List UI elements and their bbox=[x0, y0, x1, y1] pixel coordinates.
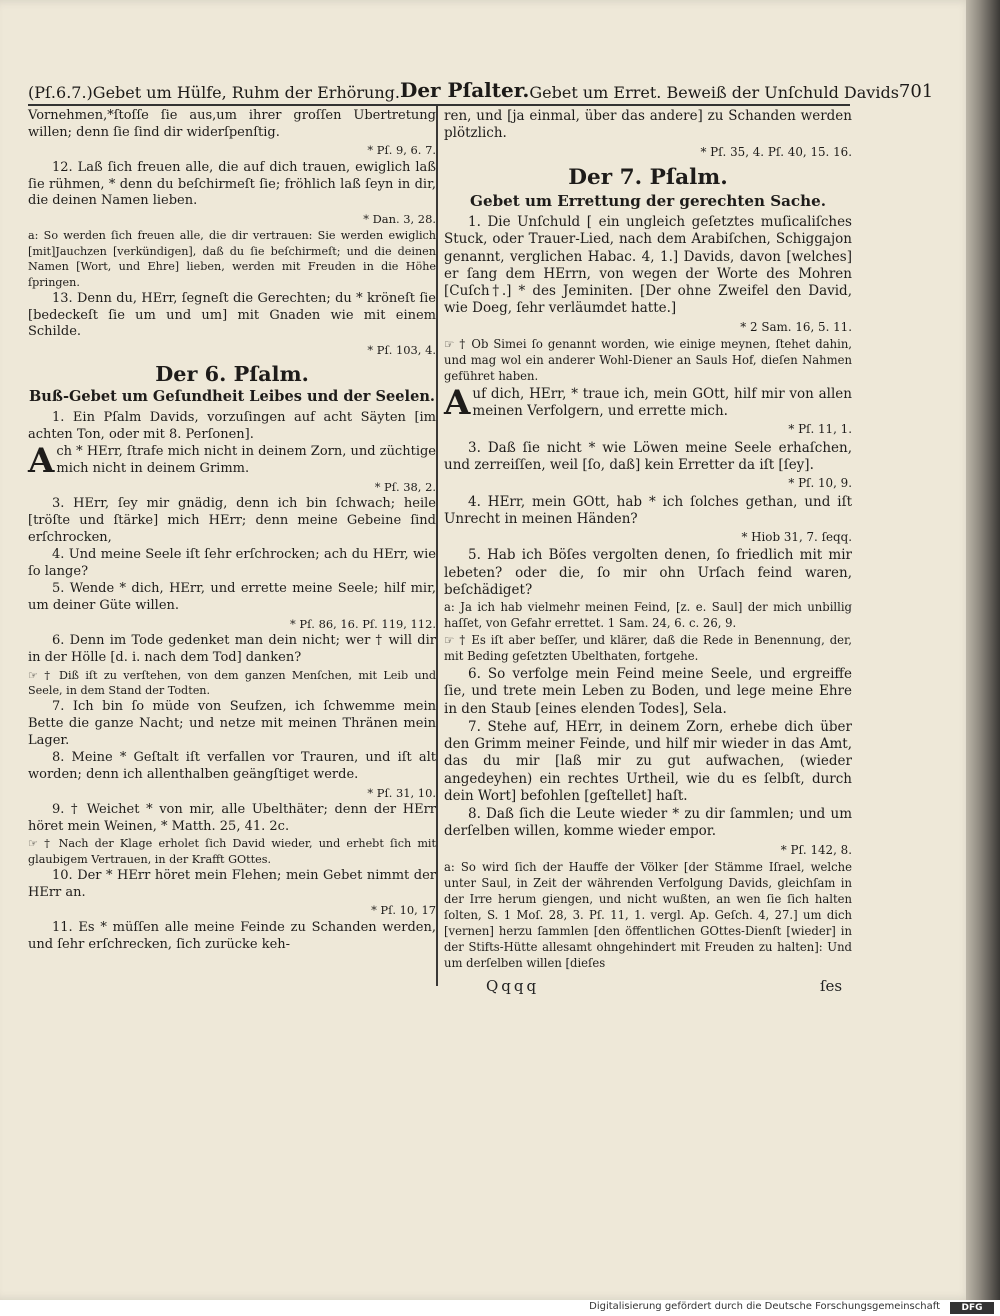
annotation: a: Ja ich hab vielmehr meinen Feind, [z. e. Saul] der mich unbillig haſſet, von Gefahr errettet. 1 Sam. 24, 6. c. 26, 9. bbox=[444, 600, 852, 631]
verse-8: 8. Meine * Geſtalt iſt verfallen vor Trauren, und iſt alt worden; denn ich allenthalben geängſtiget werde. bbox=[28, 750, 436, 782]
verse-reference: * Pſ. 86, 16. Pſ. 119, 112. bbox=[290, 616, 436, 631]
verse-reference: * 2 Sam. 16, 5. 11. bbox=[740, 319, 852, 334]
verse-reference: * Hiob 31, 7. ſeqq. bbox=[741, 530, 852, 545]
catchword: ſes bbox=[820, 977, 843, 995]
verse-12: 12. Laß ſich freuen alle, die auf dich trauen, ewiglich laß ſie rühmen, * denn du beſchirmeſt ſie; fröhlich laß ſeyn in dir, die deinen Namen lieben. bbox=[28, 159, 436, 209]
signature-mark: Qqqq bbox=[486, 977, 540, 995]
verse-reference: * Dan. 3, 28. bbox=[363, 211, 436, 226]
verse-reference: * Pſ. 10, 17 bbox=[371, 903, 436, 918]
verse-2: Ach * HErr, ſtrafe mich nicht in deinem Zorn, und züchtige mich nicht in deinem Grimm. bbox=[28, 441, 436, 482]
verse-3: 3. Daß ſie nicht * wie Löwen meine Seele erhaſchen, und zerreiſſen, weil [ſo, daß] kein Erretter da iſt [ſey]. bbox=[444, 439, 852, 473]
verse-3: 3. HErr, ſey mir gnädig, denn ich bin ſchwach; heile [tröſte und ſtärke] mich HErr; denn meine Gebeine ſind erſchrocken, bbox=[28, 496, 436, 545]
verse-reference: * Pſ. 103, 4. bbox=[367, 342, 436, 357]
running-head-title: Der Pſalter. bbox=[399, 78, 530, 102]
annotation: a: So wird ſich der Hauffe der Völker [der Stämme Iſrael, welche unter Saul, in Zeit der währenden Verfolgung Davids, gleichſam in der Irre herum giengen, und nicht wußten, an wen ſie ſich halten ſolten, S. 1 Moſ. 28, 3. Pſ. 11, 1. vergl. Ap. Geſch. 4, 27.] um dich [vernen] herzu ſammlen [den öffentlichen GOttes-Dienſt [wieder] in der Stifts-Hütte allesamt ohngehindert mit Freuden zu halten]: Und um derſelben willen [dieſes bbox=[444, 860, 852, 970]
verse-6: 6. Denn im Tode gedenket man dein nicht; wer † will dir in der Hölle [d. i. nach dem Tod] danken? bbox=[28, 633, 436, 665]
annotation: ☞ † Ob Simei ſo genannt worden, wie einige meynen, ſtehet dahin, und mag wol ein anderer Wohl-Diener an Sauls Hof, dieſen Nahmen geführet haben. bbox=[444, 337, 852, 383]
verse-11: 11. Es * müſſen alle meine Feinde zu Schanden werden, und ſehr erſchrecken, ſich zurücke keh- bbox=[28, 920, 436, 952]
verse-4: 4. Und meine Seele iſt ſehr erſchrocken; ach du HErr, wie ſo lange? bbox=[28, 547, 436, 579]
verse-7: 7. Stehe auf, HErr, in deinem Zorn, erhebe dich über den Grimm meiner Feinde, und hilf mir wieder in das Amt, das du mir [laß mir zu gut aufwachen, (wieder angedeyhen) ein rechtes Urtheil, wie du es ſelbſt, durch dein Wort] befohlen [geſtellet] haſt. bbox=[444, 718, 852, 804]
right-column bbox=[444, 108, 852, 973]
column-divider bbox=[436, 106, 438, 986]
psalm-6-subtitle: Buß-Gebet um Geſundheit Leibes und der Seelen. bbox=[29, 388, 435, 406]
annotation: ☞ † Diß iſt zu verſtehen, von dem ganzen Menſchen, mit Leib und Seele, in dem Stand der Todten. bbox=[28, 668, 436, 697]
verse-reference: * Pſ. 38, 2. bbox=[374, 479, 436, 494]
verse-2: Auf dich, HErr, * traue ich, mein GOtt, hilf mir von allen meinen Verfolgern, und errette mich. bbox=[444, 382, 852, 423]
funding-notice: Digitalisierung gefördert durch die Deutsche Forschungsgemeinschaft bbox=[589, 1301, 940, 1312]
verse-reference: * Pſ. 10, 9. bbox=[788, 476, 852, 491]
verse-5: 5. Hab ich Böſes vergolten denen, ſo friedlich mit mir lebeten? oder die, ſo mir ohn Urſach feind waren, beſchädiget? bbox=[444, 547, 852, 598]
verse-13: 13. Denn du, HErr, ſegneſt die Gerechten; du * kröneſt ſie [bedeckeſt ſie um und um] mit Gnaden wie mit einem Schilde. bbox=[28, 290, 436, 340]
text-paragraph: Vornehmen,*ſtoſſe ſie aus,um ihrer groſſen Ubertretung willen; denn ſie ſind dir widerſpenſtig. bbox=[28, 108, 436, 140]
verse-8: 8. Daß ſich die Leute wieder * zu dir ſammlen; und um derſelben willen, komme wieder empor. bbox=[444, 806, 852, 840]
scan-edge-shadow bbox=[966, 0, 1000, 1300]
annotation: ☞ † Es iſt aber beſſer, und klärer, daß die Rede in Benennung, der, mit Beding geſetzten Ubelthaten, fortgehe. bbox=[444, 633, 852, 664]
annotation: ☞ † Nach der Klage erholet ſich David wieder, und erhebt ſich mit glaubigem Vertrauen, in der Krafft GOttes. bbox=[28, 837, 436, 866]
psalm-6-title: Der 6. Pſalm. bbox=[155, 361, 309, 387]
psalm-7-subtitle: Gebet um Errettung der gerechten Sache. bbox=[470, 191, 826, 210]
verse-1: 1. Ein Pſalm Davids, vorzuſingen auf acht Säyten [im achten Ton, oder mit 8. Perſonen]. bbox=[28, 410, 436, 442]
dfg-logo-icon: DFG bbox=[950, 1302, 994, 1314]
verse-5: 5. Wende * dich, HErr, und errette meine Seele; hilf mir, um deiner Güte willen. bbox=[28, 581, 436, 614]
annotation: a: So werden ſich freuen alle, die dir vertrauen: Sie werden ewiglich [mit]Jauchzen [verkündigen], daß du ſie beſchirmeſt; und die deinen Namen [Wort, und Ehre] lieben, werden mit Freuden in die Höhe ſpringen. bbox=[28, 229, 436, 289]
verse-1: 1. Die Unſchuld [ ein ungleich geſetztes muſicaliſches Stuck, oder Trauer-Lied, nach dem Arabiſchen, Schiggajon genannt, verglichen Habac. 4, 1.] Davids, davon [welches] er ſang dem HErrn, von wegen der Worte des Mohren [Cuſch†.] * des Jeminiten. [Der ohne Zweifel den David, wie Doeg, ſehr verläumdet hatte.] bbox=[444, 214, 852, 317]
verse-reference: * Pſ. 11, 1. bbox=[788, 422, 852, 437]
verse-4: 4. HErr, mein GOtt, hab * ich ſolches gethan, und iſt Unrecht in meinen Händen? bbox=[444, 493, 852, 527]
running-head-right: Gebet um Erret. Beweiß der Unſchuld Davids bbox=[529, 83, 899, 102]
verse-reference: * Pſ. 142, 8. bbox=[780, 842, 852, 857]
verse-6: 6. So verfolge mein Feind meine Seele, und ergreiffe ſie, und trete mein Leben zu Boden, und lege meine Ehre in den Staub [eines elenden Todes], Sela. bbox=[444, 665, 852, 717]
page-number: 701 bbox=[898, 81, 934, 102]
running-head bbox=[28, 72, 934, 106]
verse-9: 9. † Weichet * von mir, alle Ubelthäter; denn der HErr höret mein Weinen, * Matth. 25, 41. 2c. bbox=[28, 802, 436, 834]
verse-reference: * Pſ. 35, 4. Pſ. 40, 15. 16. bbox=[700, 144, 852, 159]
text-paragraph: ren, und [ja einmal, über das andere] zu Schanden werden plötzlich. bbox=[444, 108, 852, 142]
verse-reference: * Pſ. 31, 10. bbox=[367, 785, 436, 800]
verse-7: 7. Ich bin ſo müde von Seufzen, ich ſchwemme mein Bette die ganze Nacht; und netze mit meinen Thränen mein Lager. bbox=[28, 699, 436, 748]
left-column bbox=[28, 108, 436, 954]
running-head-left: (Pſ.6.7.)Gebet um Hülfe, Ruhm der Erhörung. bbox=[28, 83, 400, 102]
verse-10: 10. Der * HErr höret mein Flehen; mein Gebet nimmt der HErr an. bbox=[28, 868, 436, 900]
psalm-7-title: Der 7. Pſalm. bbox=[568, 164, 728, 190]
verse-reference: * Pſ. 9, 6. 7. bbox=[367, 143, 436, 158]
